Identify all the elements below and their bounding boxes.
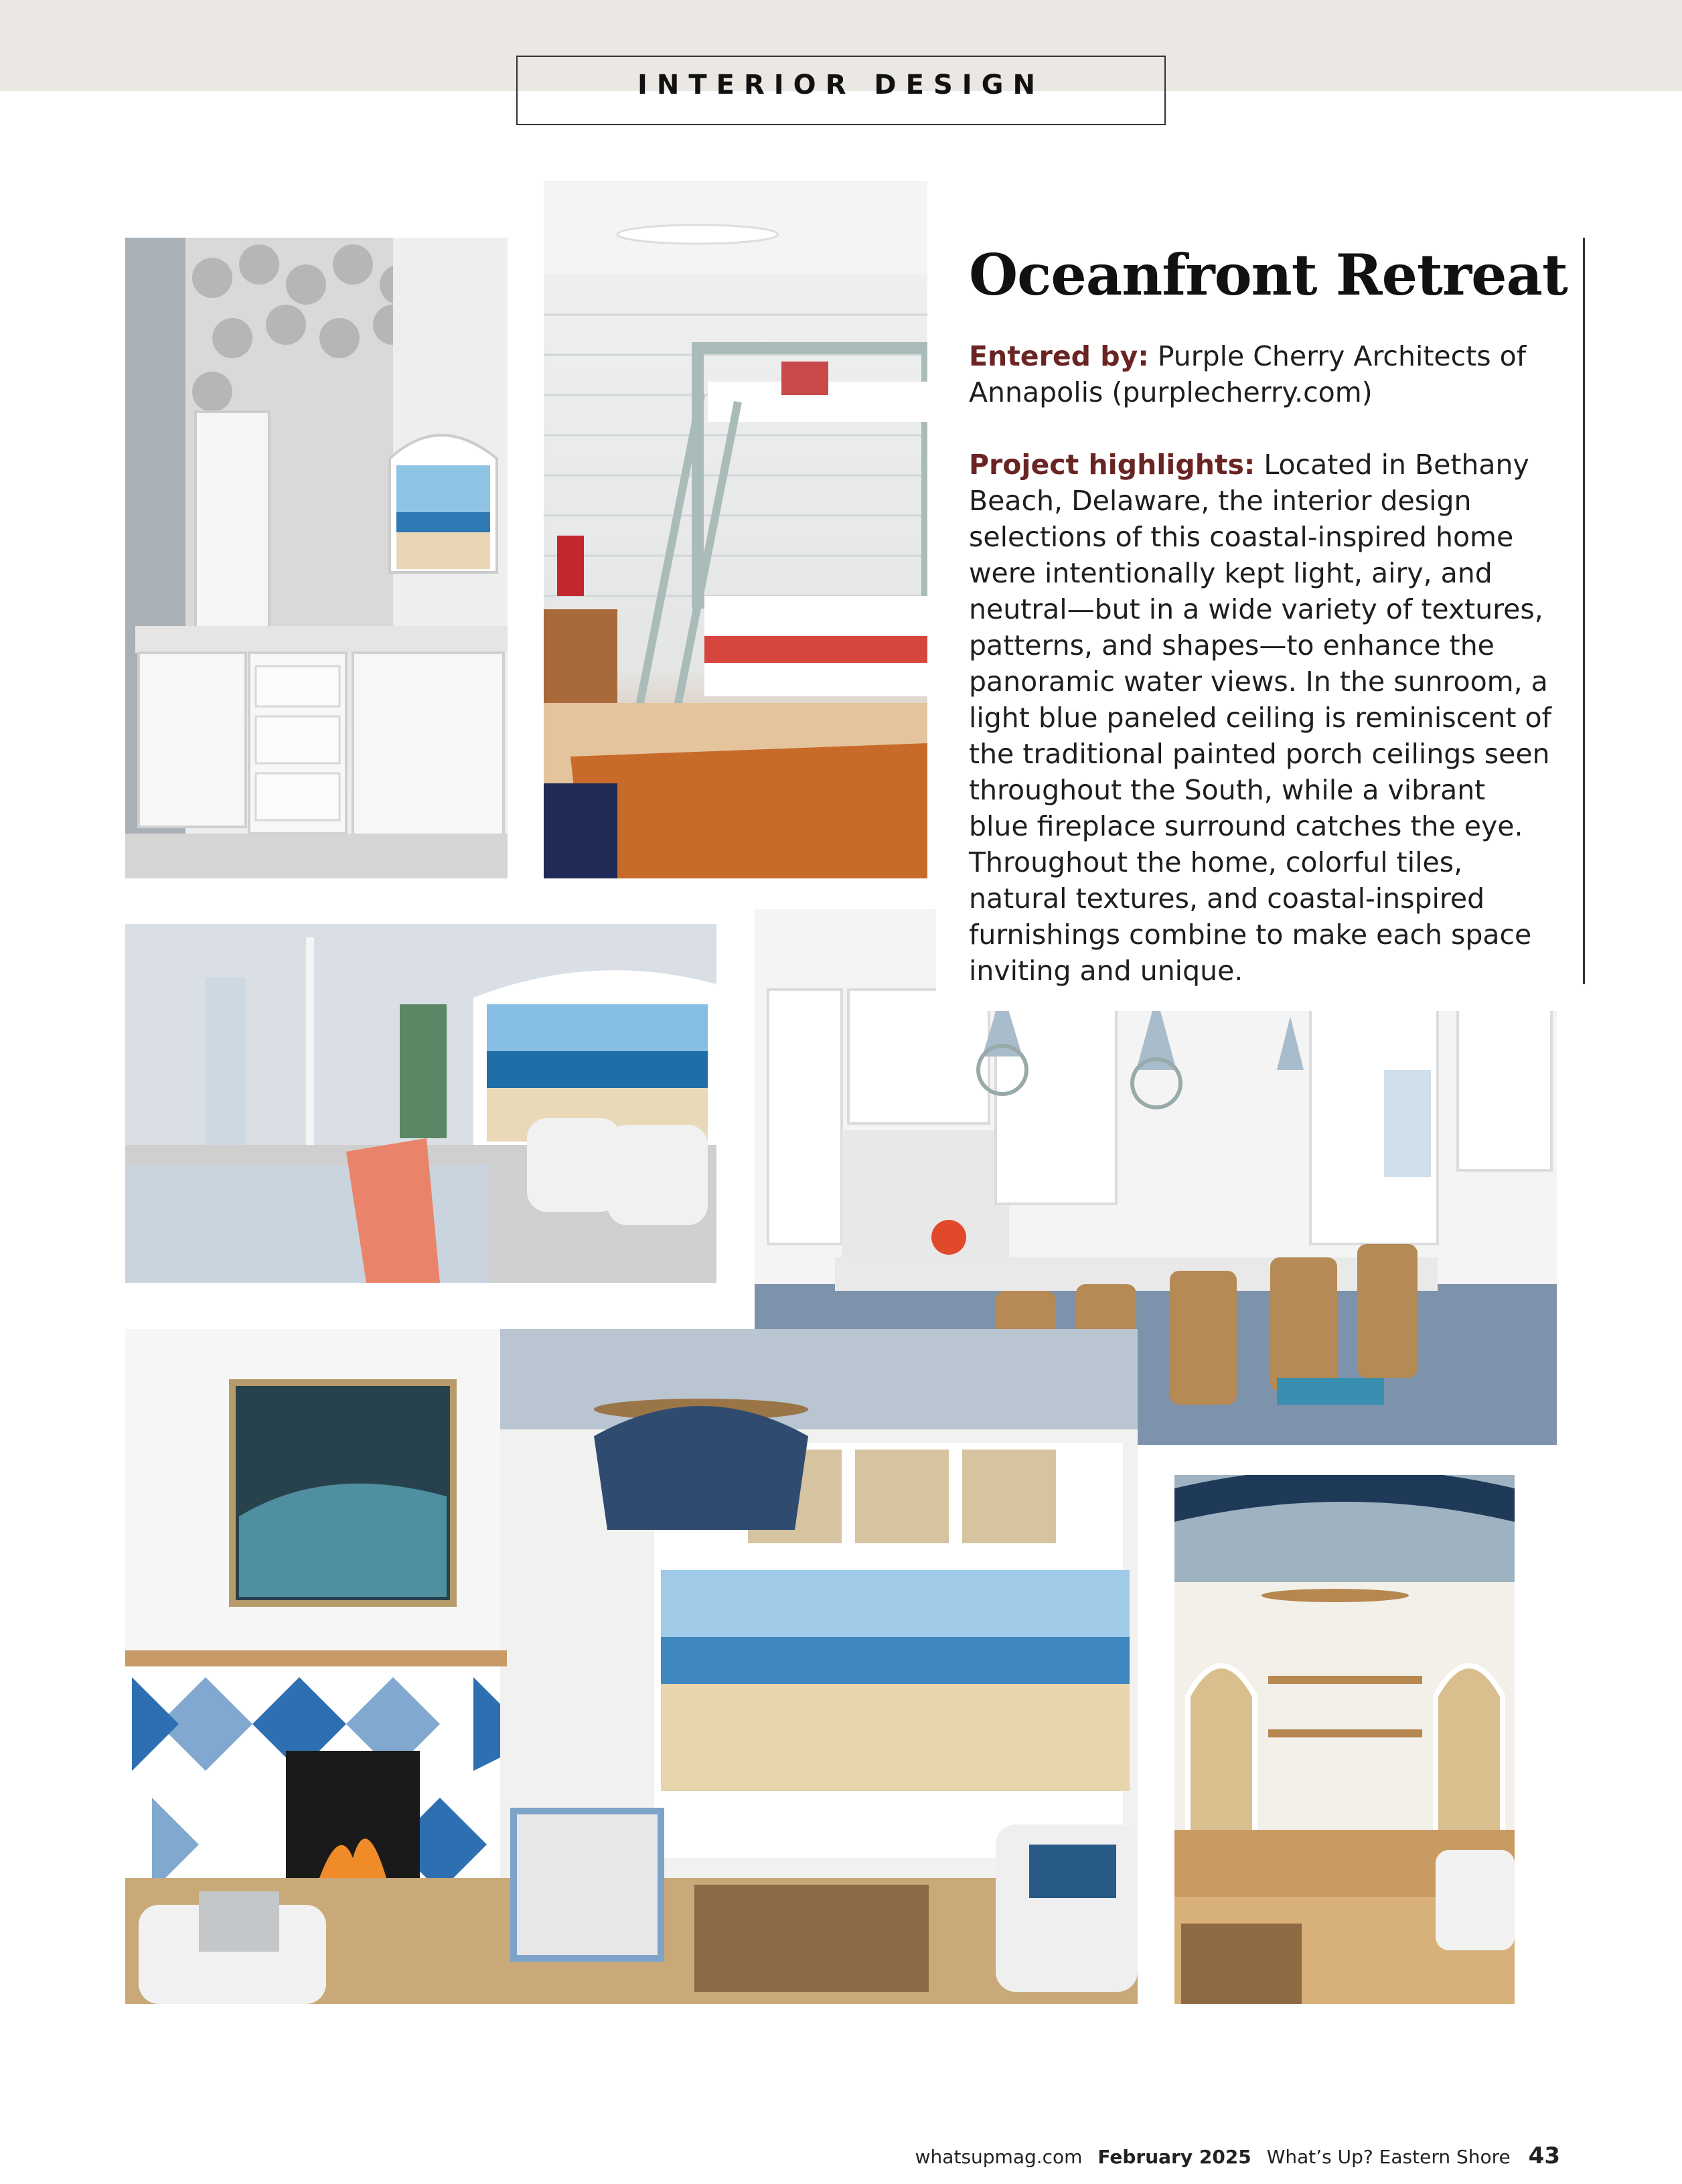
footer-publication: What’s Up? Eastern Shore [1266,2146,1511,2168]
bedroom-illustration [125,924,716,1283]
highlights-paragraph [969,447,1551,989]
bunk-room-illustration [544,181,927,878]
entered-by-paragraph [969,338,1551,410]
entered-by-label: Entered by: [969,340,1149,372]
photo-sunroom-fireplace [125,1329,1138,2004]
footer-site: whatsupmag.com [915,2146,1083,2168]
photo-office-nook [1174,1475,1515,2004]
footer-month: February 2025 [1097,2146,1251,2168]
page-number: 43 [1528,2142,1560,2169]
article-body [969,338,1551,1025]
photo-bunk-room [544,181,927,878]
highlights-label: Project highlights: [969,449,1255,481]
page-footer [870,2142,1560,2169]
sunroom-illustration [125,1329,1138,2004]
highlights-text: Located in Bethany Beach, Delaware, the interior design selections of this coastal-inspired home were intentionally kept light, airy, and neutral—but in a wide variety of textures, patterns, and shapes—to enhance the panoramic water views. In the sunroom, a light blue paneled ceiling is reminiscent of the traditional painted porch ceilings seen throughout the South, while a vibrant blue fireplace surround catches the eye. Throughout the home, colorful tiles, natural textures, and coastal-inspired furnishings combine to make each space inviting and unique. [969,449,1551,987]
entered-by-text: Purple Cherry Architects of Annapolis (purplecherry.com) [969,340,1527,408]
photo-bathroom-vanity [125,238,508,878]
article-vertical-rule [1583,238,1585,984]
section-label: INTERIOR DESIGN [637,70,1045,100]
article-title: Oceanfront Retreat [969,242,1568,308]
bathroom-illustration [125,238,508,878]
photo-primary-bedroom [125,924,716,1283]
office-illustration [1174,1475,1515,2004]
